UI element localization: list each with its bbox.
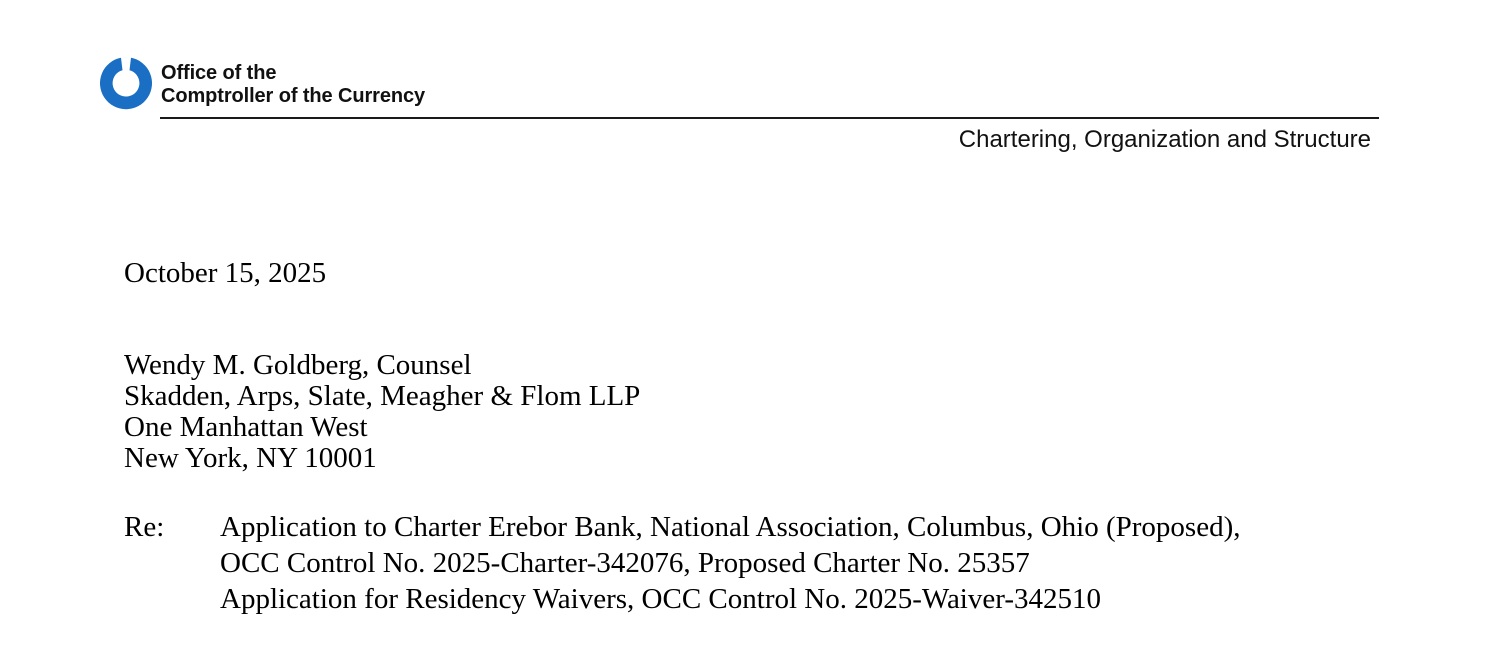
letterhead-divider [160,117,1379,119]
occ-logo-icon [98,55,154,111]
subject-lines [220,509,1240,617]
subject-line-1: Application to Charter Erebor Bank, National Association, Columbus, Ohio (Proposed), [220,511,1241,543]
recipient-city: New York, NY 10001 [124,442,377,474]
subject-line-3: Application for Residency Waivers, OCC Control No. 2025-Waiver-342510 [220,583,1101,615]
department-name: Chartering, Organization and Structure [958,126,1371,153]
subject-line-2: OCC Control No. 2025-Charter-342076, Proposed Charter No. 25357 [220,547,1030,579]
subject-label: Re: [124,511,165,543]
letterhead [0,0,1512,160]
recipient-address [124,350,640,474]
recipient-firm: Skadden, Arps, Slate, Meagher & Flom LLP [124,380,641,412]
agency-name-line-2: Comptroller of the Currency [161,85,425,107]
recipient-name: Wendy M. Goldberg, Counsel [124,349,472,381]
agency-name-line-1: Office of the [161,62,277,84]
agency-name [161,62,425,108]
recipient-street: One Manhattan West [124,411,368,443]
letter-date: October 15, 2025 [124,257,327,289]
